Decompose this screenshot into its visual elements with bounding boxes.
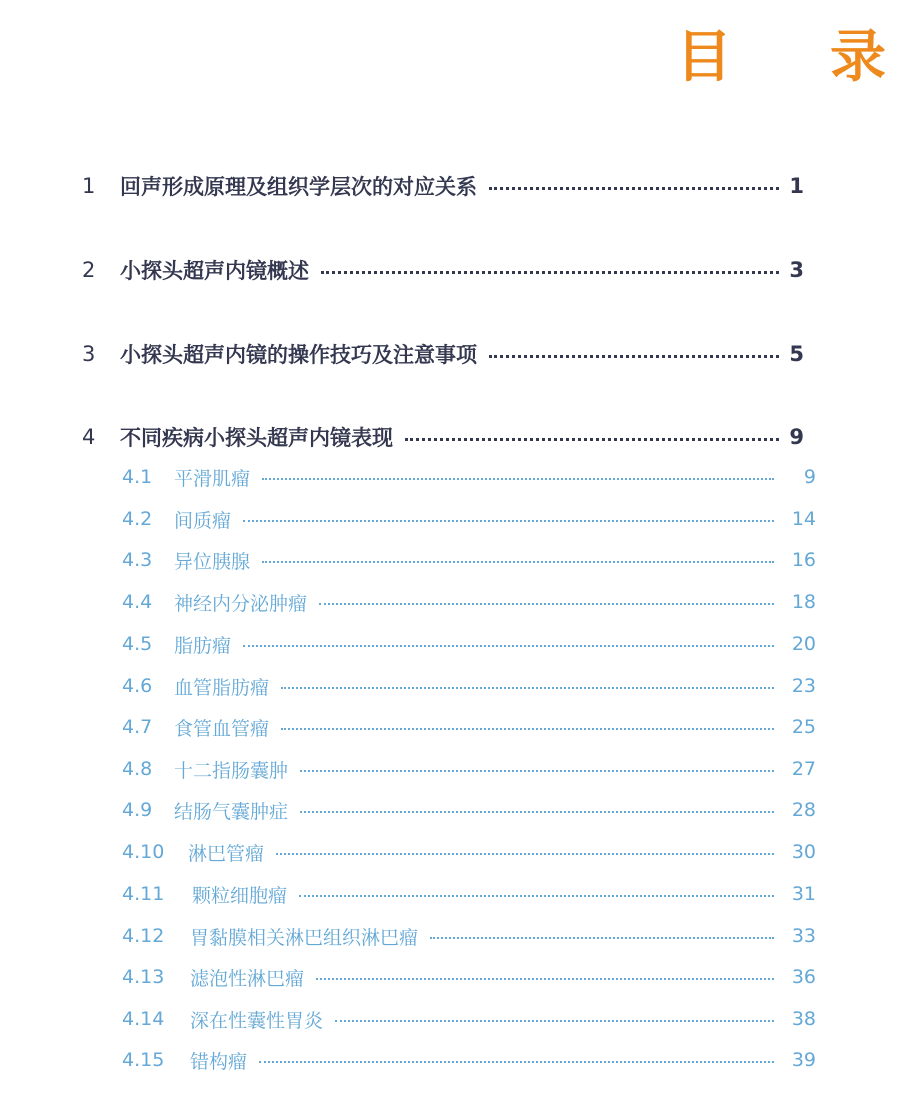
- dot-leader: [321, 271, 779, 274]
- chapter-title: 小探头超声内镜的操作技巧及注意事项: [120, 343, 477, 367]
- toc-section-4-4[interactable]: [122, 587, 816, 617]
- page-number: 9: [789, 425, 804, 449]
- toc-section-4-9[interactable]: [122, 795, 816, 825]
- section-number: 4.10: [122, 841, 165, 863]
- section-number: 4.2: [122, 508, 153, 530]
- page-number: 38: [791, 1008, 816, 1030]
- chapter-number: 4: [82, 425, 96, 449]
- toc-section-4-5[interactable]: [122, 629, 816, 659]
- toc-section-4-7[interactable]: [122, 712, 816, 742]
- section-number: 4.5: [122, 633, 153, 655]
- toc-section-4-10[interactable]: [122, 837, 816, 867]
- title-char-2: 录: [830, 24, 886, 90]
- section-title: 错构瘤: [190, 1050, 248, 1073]
- page-number: 9: [803, 466, 816, 488]
- page-number: 1: [789, 174, 804, 198]
- section-title: 十二指肠囊肿: [174, 759, 289, 782]
- section-title: 颗粒细胞瘤: [192, 884, 288, 907]
- page-number: 30: [791, 841, 816, 863]
- chapter-title: 回声形成原理及组织学层次的对应关系: [120, 175, 477, 199]
- toc-section-4-14[interactable]: [122, 1004, 816, 1034]
- dot-leader: [316, 978, 774, 980]
- page-number: 5: [789, 342, 804, 366]
- section-title: 脂肪瘤: [174, 634, 232, 657]
- dot-leader: [489, 355, 779, 358]
- page-number: 14: [791, 508, 816, 530]
- dot-leader: [300, 770, 774, 772]
- dot-leader: [319, 603, 774, 605]
- dot-leader: [300, 811, 774, 813]
- section-number: 4.14: [122, 1008, 165, 1030]
- section-title: 胃黏膜相关淋巴组织淋巴瘤: [190, 926, 419, 949]
- section-title: 间质瘤: [174, 509, 232, 532]
- section-number: 4.6: [122, 675, 153, 697]
- page-number: 27: [791, 758, 816, 780]
- section-title: 异位胰腺: [174, 550, 251, 573]
- page-title: [676, 22, 886, 92]
- chapter-number: 3: [82, 342, 96, 366]
- toc-chapter-4[interactable]: [82, 421, 804, 453]
- page-number: 16: [791, 549, 816, 571]
- section-number: 4.8: [122, 758, 153, 780]
- dot-leader: [335, 1020, 774, 1022]
- section-number: 4.15: [122, 1049, 165, 1071]
- section-title: 淋巴管瘤: [188, 842, 265, 865]
- page-number: 33: [791, 925, 816, 947]
- section-number: 4.13: [122, 966, 165, 988]
- section-number: 4.11: [122, 883, 165, 905]
- section-title: 食管血管瘤: [174, 717, 270, 740]
- page-number: 23: [791, 675, 816, 697]
- dot-leader: [489, 187, 779, 190]
- toc-section-4-12[interactable]: [122, 921, 816, 951]
- toc-section-4-2[interactable]: [122, 504, 816, 534]
- dot-leader: [262, 478, 774, 480]
- page-number: 25: [791, 716, 816, 738]
- dot-leader: [243, 520, 774, 522]
- dot-leader: [281, 728, 774, 730]
- section-number: 4.4: [122, 591, 153, 613]
- section-title: 血管脂肪瘤: [174, 676, 270, 699]
- dot-leader: [243, 645, 774, 647]
- toc-chapter-3[interactable]: [82, 338, 804, 370]
- chapter-number: 2: [82, 258, 96, 282]
- dot-leader: [259, 1061, 774, 1063]
- page-number: 31: [791, 883, 816, 905]
- dot-leader: [405, 438, 779, 441]
- section-number: 4.3: [122, 549, 153, 571]
- toc-section-4-6[interactable]: [122, 671, 816, 701]
- section-title: 结肠气囊肿症: [174, 800, 289, 823]
- page-number: 3: [789, 258, 804, 282]
- toc-chapter-2[interactable]: [82, 254, 804, 286]
- dot-leader: [276, 853, 774, 855]
- section-title: 平滑肌瘤: [174, 467, 251, 490]
- section-title: 神经内分泌肿瘤: [174, 592, 308, 615]
- page-number: 18: [791, 591, 816, 613]
- page-number: 20: [791, 633, 816, 655]
- toc-section-4-11[interactable]: [122, 879, 816, 909]
- toc-section-4-13[interactable]: [122, 962, 816, 992]
- toc-section-4-15[interactable]: [122, 1045, 816, 1075]
- page-number: 28: [791, 799, 816, 821]
- toc-chapter-1[interactable]: [82, 170, 804, 202]
- section-number: 4.9: [122, 799, 153, 821]
- title-char-1: 目: [676, 24, 732, 90]
- chapter-number: 1: [82, 174, 96, 198]
- section-number: 4.7: [122, 716, 153, 738]
- toc-section-4-3[interactable]: [122, 545, 816, 575]
- toc-section-4-8[interactable]: [122, 754, 816, 784]
- dot-leader: [299, 895, 774, 897]
- page-number: 36: [791, 966, 816, 988]
- dot-leader: [262, 561, 774, 563]
- toc-section-4-1[interactable]: [122, 462, 816, 492]
- page-number: 39: [791, 1049, 816, 1071]
- dot-leader: [430, 937, 774, 939]
- section-number: 4.1: [122, 466, 153, 488]
- section-title: 滤泡性淋巴瘤: [190, 967, 305, 990]
- section-title: 深在性囊性胃炎: [190, 1009, 324, 1032]
- section-number: 4.12: [122, 925, 165, 947]
- dot-leader: [281, 687, 774, 689]
- chapter-title: 小探头超声内镜概述: [120, 259, 309, 283]
- chapter-title: 不同疾病小探头超声内镜表现: [120, 426, 393, 450]
